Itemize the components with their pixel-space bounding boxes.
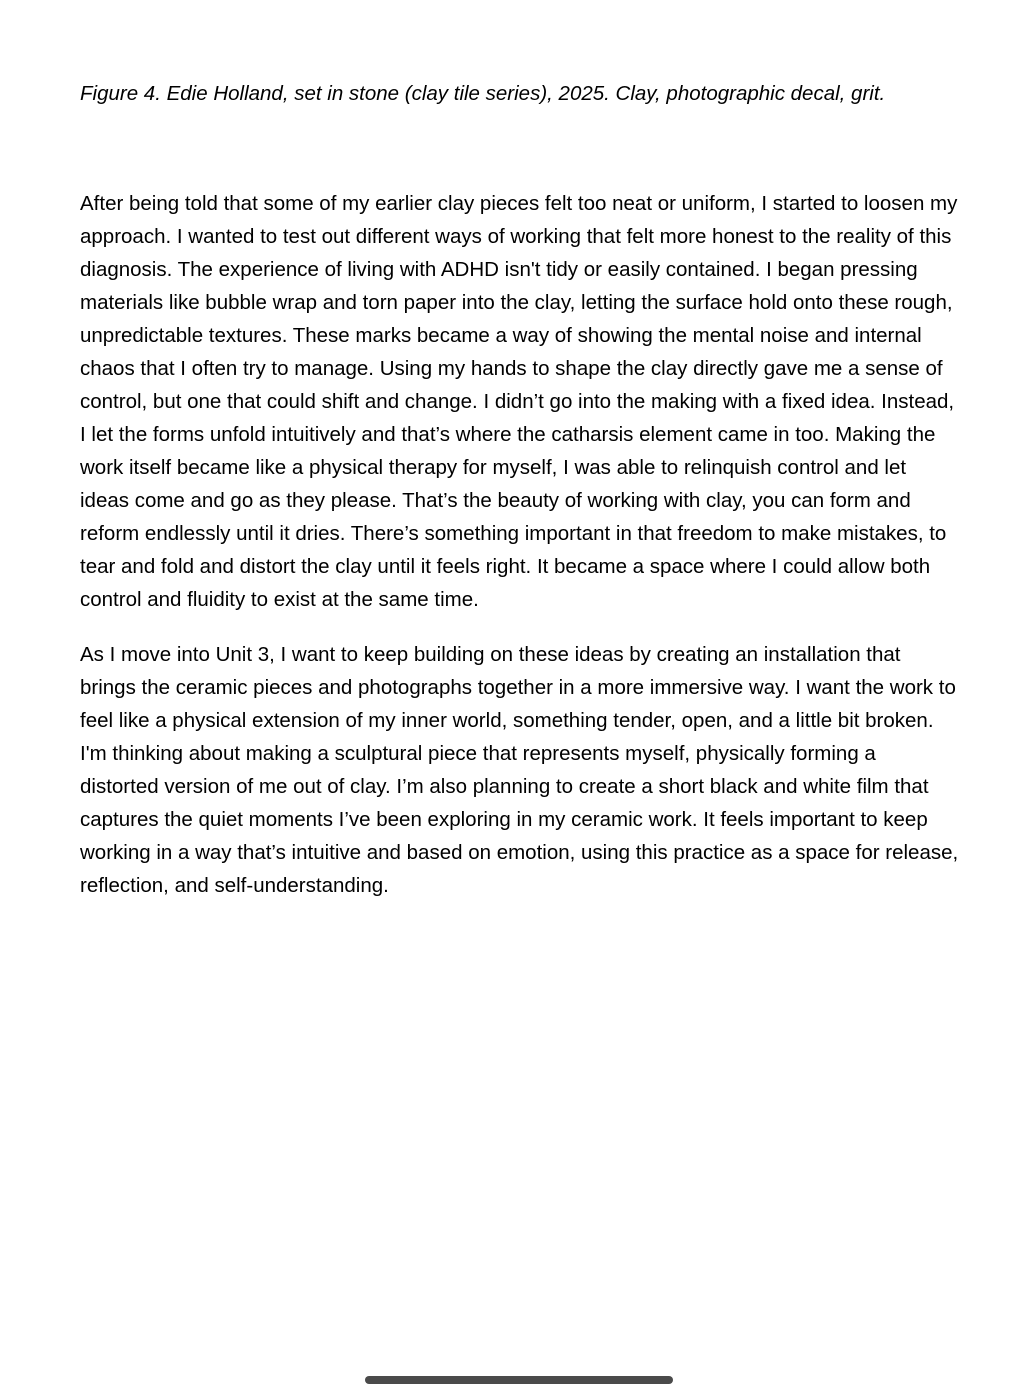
scroll-handle[interactable] [365, 1376, 673, 1384]
figure-caption: Figure 4. Edie Holland, set in stone (clay tile series), 2025. Clay, photographic decal, grit. [80, 82, 886, 105]
body-text [80, 187, 960, 924]
paragraph-2: As I move into Unit 3, I want to keep building on these ideas by creating an installation that brings the ceramic pieces and photographs together in a more immersive way. I want the work to feel like a physical extension of my inner world, something tender, open, and a little bit broken. I'm thinking about making a sculptural piece that represents myself, physically forming a distorted version of me out of clay. I’m also planning to create a short black and white film that captures the quiet moments I’ve been exploring in my ceramic work. It feels important to keep working in a way that’s intuitive and based on emotion, using this practice as a space for release, reflection, and self-understanding. [80, 643, 959, 897]
paragraph-1: After being told that some of my earlier clay pieces felt too neat or uniform, I started to loosen my approach. I wanted to test out different ways of working that felt more honest to the reality of this diagnosis. The experience of living with ADHD isn't tidy or easily contained. I began pressing materials like bubble wrap and torn paper into the clay, letting the surface hold onto these rough, unpredictable textures. These marks became a way of showing the mental noise and internal chaos that I often try to manage. Using my hands to shape the clay directly gave me a sense of control, but one that could shift and change. I didn’t go into the making with a fixed idea. Instead, I let the forms unfold intuitively and that’s where the catharsis element came in too. Making the work itself became like a physical therapy for myself, I was able to relinquish control and let ideas come and go as they please. That’s the beauty of working with clay, you can form and reform endlessly until it dries. There’s something important in that freedom to make mistakes, to tear and fold and distort the clay until it feels right. It became a space where I could allow both control and fluidity to exist at the same time. [80, 192, 958, 611]
